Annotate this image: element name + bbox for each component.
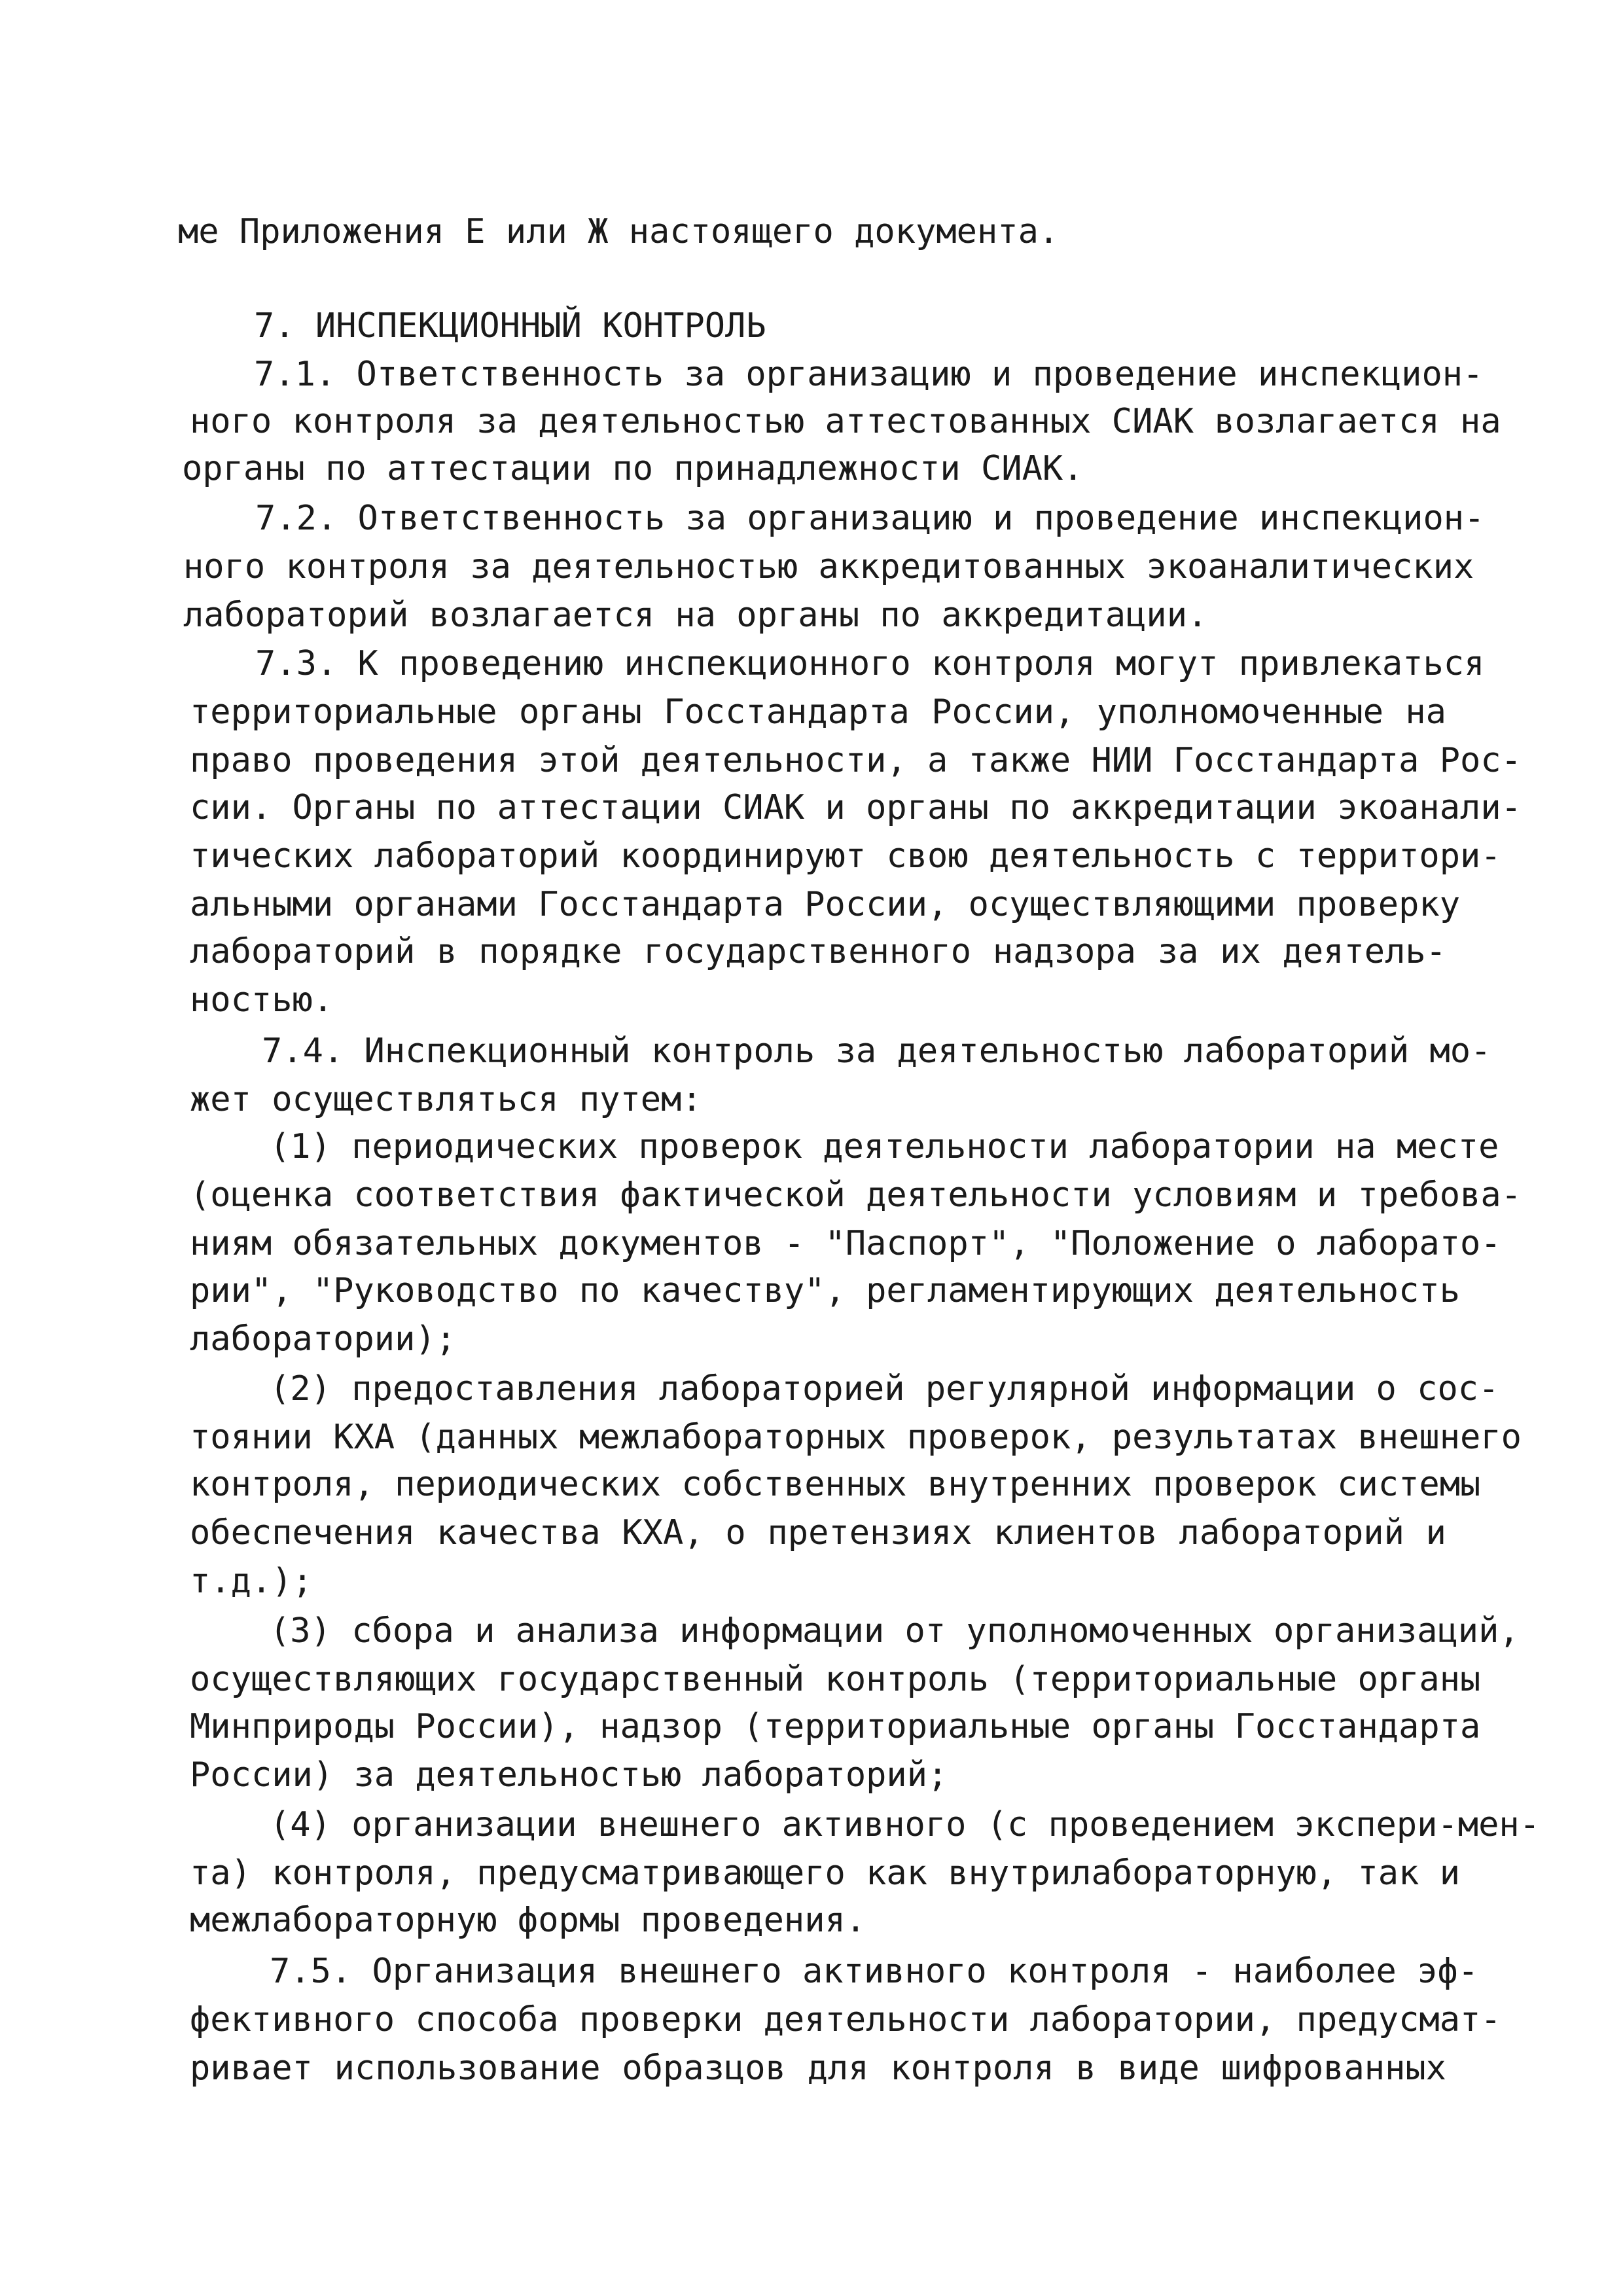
paragraph-7-5-line: фективного способа проверки деятельности лаборатории, предусмат- xyxy=(190,2000,1501,2039)
list-item-line: лаборатории); xyxy=(190,1319,456,1359)
paragraph-7-3-line: территориальные органы Госстандарта России, уполномоченные на xyxy=(190,692,1446,732)
paragraph-7-1-line: органы по аттестации по принадлежности СИАК. xyxy=(182,449,1084,488)
paragraph-7-2-line: ного контроля за деятельностью аккредитованных экоаналитических xyxy=(183,547,1474,586)
list-item-line: рии", "Руководство по качеству", регламентирующих деятельность xyxy=(190,1271,1461,1310)
section-heading: 7. ИНСПЕКЦИОННЫЙ КОНТРОЛЬ xyxy=(254,306,766,346)
paragraph-7-1-line: 7.1. Ответственность за организацию и проведение инспекцион- xyxy=(254,355,1484,394)
list-item-line: (1) периодических проверок деятельности лаборатории на месте xyxy=(270,1127,1499,1166)
paragraph-7-3-line: альными органами Госстандарта России, осуществляющими проверку xyxy=(190,885,1461,924)
list-item-line: т.д.); xyxy=(190,1562,313,1601)
list-item-line: межлабораторную формы проведения. xyxy=(190,1901,866,1940)
list-item-line: осуществляющих государственный контроль (территориальные органы xyxy=(190,1660,1481,1699)
paragraph-7-3-line: сии. Органы по аттестации СИАК и органы по аккредитации экоанали- xyxy=(190,788,1522,827)
list-item-line: контроля, периодических собственных внутренних проверок системы xyxy=(190,1465,1481,1504)
list-item-line: ниям обязательных документов - "Паспорт", "Положение о лаборато- xyxy=(190,1224,1501,1263)
list-item-line: Минприроды России), надзор (территориальные органы Госстандарта xyxy=(190,1707,1481,1746)
paragraph-7-2-line: 7.2. Ответственность за организацию и проведение инспекцион- xyxy=(255,499,1485,538)
paragraph-7-3-line: ностью. xyxy=(190,980,334,1020)
paragraph-7-4-line: жет осуществляться путем: xyxy=(190,1080,702,1119)
list-item-line: России) за деятельностью лабораторий; xyxy=(190,1755,948,1795)
paragraph-7-3-line: право проведения этой деятельности, а также НИИ Госстандарта Рос- xyxy=(190,741,1522,780)
paragraph-7-5-line: ривает использование образцов для контроля в виде шифрованных xyxy=(190,2049,1446,2088)
paragraph-7-1-line: ного контроля за деятельностью аттестованных СИАК возлагается на xyxy=(190,402,1501,441)
list-item-line: обеспечения качества КХА, о претензиях клиентов лабораторий и xyxy=(190,1513,1446,1552)
paragraph-7-5-line: 7.5. Организация внешнего активного контроля - наиболее эф- xyxy=(270,1952,1479,1991)
list-item-line: (2) предоставления лабораторией регулярной информации о сос- xyxy=(270,1369,1499,1408)
list-item-line: (3) сбора и анализа информации от уполномоченных организаций, xyxy=(270,1611,1520,1651)
list-item-line: (оценка соответствия фактической деятельности условиям и требова- xyxy=(190,1175,1522,1215)
paragraph-7-2-line: лабораторий возлагается на органы по аккредитации. xyxy=(183,596,1208,635)
paragraph-7-3-line: 7.3. К проведению инспекционного контроля могут привлекаться xyxy=(255,644,1485,683)
paragraph-7-4-line: 7.4. Инспекционный контроль за деятельностью лабораторий мо- xyxy=(262,1031,1491,1071)
list-item-line: та) контроля, предусматривающего как внутрилабораторную, так и xyxy=(190,1854,1461,1893)
text-line: ме Приложения Е или Ж настоящего документа. xyxy=(178,212,1060,251)
paragraph-7-3-line: тических лабораторий координируют свою деятельность с территори- xyxy=(190,836,1501,876)
list-item-line: (4) организации внешнего активного (с проведением экспери-мен- xyxy=(270,1805,1541,1844)
paragraph-7-3-line: лабораторий в порядке государственного надзора за их деятель- xyxy=(190,932,1446,971)
list-item-line: тоянии КХА (данных межлабораторных проверок, результатах внешнего xyxy=(190,1418,1522,1457)
